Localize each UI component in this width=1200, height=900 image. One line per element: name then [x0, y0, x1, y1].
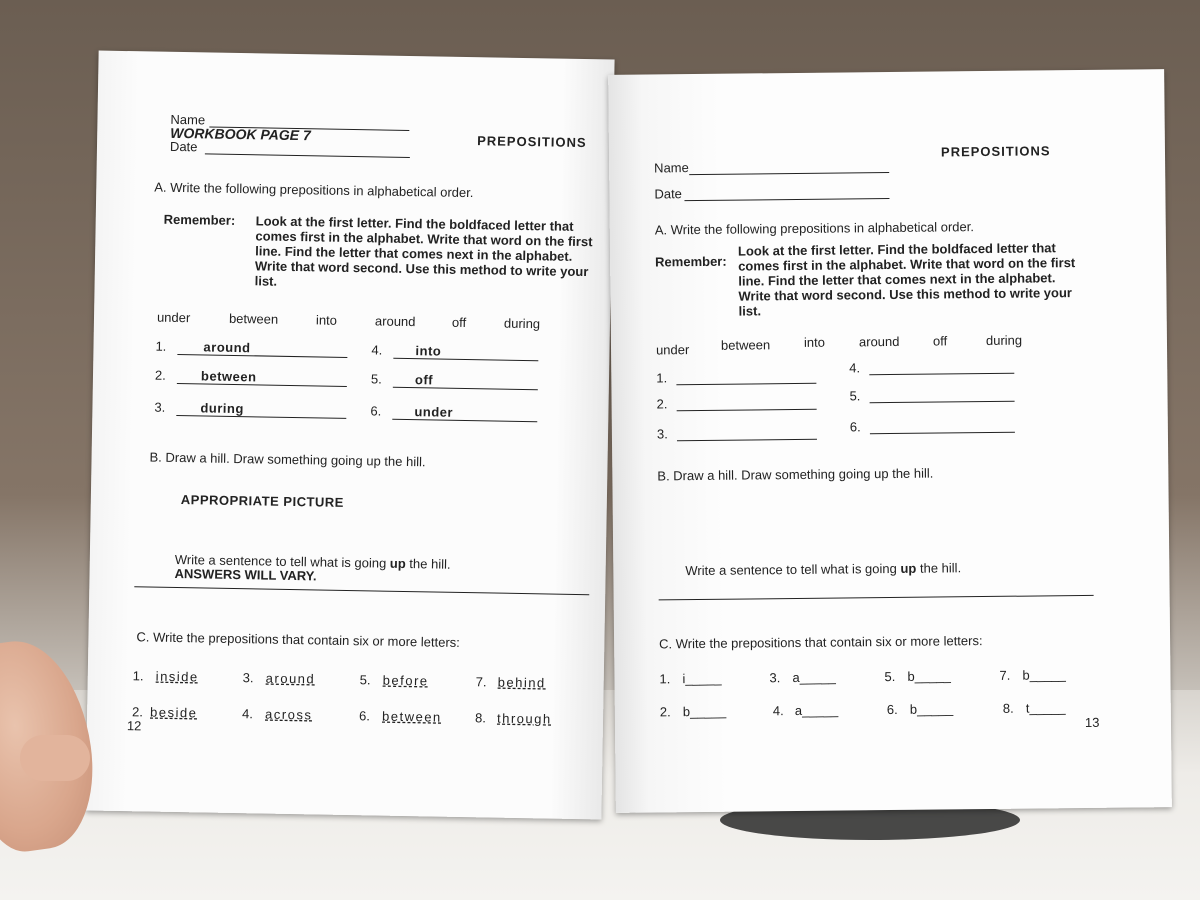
- answer-word: between: [200, 368, 257, 385]
- c-prompt: i_____: [682, 670, 722, 687]
- c-prompt: a_____: [792, 669, 836, 686]
- instruction-b: B. Draw a hill. Draw something going up the hill.: [149, 449, 426, 470]
- word-off: off: [451, 314, 467, 331]
- c-num: 5.: [359, 672, 371, 688]
- word-during: during: [503, 315, 541, 332]
- sentence-suffix: the hill.: [405, 555, 451, 572]
- answer-line: [393, 387, 538, 391]
- date-line: [205, 153, 410, 158]
- answer-line: [177, 383, 347, 387]
- c-prompt: b_____: [907, 668, 951, 684]
- c-word: inside: [155, 668, 199, 685]
- c-prompt: b_____: [1022, 667, 1066, 683]
- answers-will-vary: ANSWERS WILL VARY.: [174, 565, 317, 584]
- sentence-line: [134, 586, 589, 595]
- sentence-bold: up: [900, 560, 917, 576]
- c-word: beside: [150, 704, 198, 721]
- c-prompt: t_____: [1025, 700, 1066, 716]
- answer-line: [176, 415, 346, 419]
- finger: [20, 735, 90, 781]
- answer-num: 3.: [154, 399, 166, 415]
- c-word: between: [381, 708, 442, 725]
- word-during: during: [985, 332, 1023, 348]
- c-num: 3.: [242, 670, 254, 686]
- blank-line: [870, 401, 1015, 404]
- answer-num: 4.: [371, 342, 383, 358]
- sentence-bold: up: [389, 555, 406, 571]
- c-word: before: [382, 672, 429, 689]
- instruction-b: B. Draw a hill. Draw something going up the hill.: [657, 465, 934, 484]
- left-page: [85, 51, 614, 820]
- name-label: Name: [654, 160, 689, 176]
- remember-text: Look at the first letter. Find the boldfaced letter that comes first in the alphabet. Write that word on the first line. Find the letter that comes next in the alphabet. Write that word second. Use this method to write your list.: [254, 213, 593, 289]
- blank-num: 3.: [656, 426, 668, 442]
- blank-line: [869, 373, 1014, 376]
- instruction-c: C. Write the prepositions that contain six or more letters:: [659, 633, 983, 652]
- c-num: 3.: [769, 670, 781, 686]
- right-page: [608, 69, 1172, 813]
- appropriate-picture-label: APPROPRIATE PICTURE: [180, 492, 345, 510]
- c-num: 7.: [999, 667, 1011, 683]
- remember-text: Look at the first letter. Find the boldfaced letter that comes first in the alphabet. Write that word on the first line. Find the letter that comes next in the alphabet. Write that word second. Use this method to write your list.: [737, 240, 1076, 319]
- c-word: around: [265, 670, 316, 687]
- word-into: into: [315, 312, 338, 328]
- word-between: between: [228, 310, 279, 327]
- answer-num: 2.: [154, 367, 166, 383]
- answer-num: 6.: [370, 403, 382, 419]
- c-prompt: b_____: [682, 703, 727, 720]
- answer-num: 1.: [155, 338, 167, 354]
- c-num: 2.: [132, 704, 144, 720]
- date-line: [684, 198, 889, 201]
- page-number: 12: [126, 718, 142, 734]
- blank-line: [677, 409, 817, 411]
- page-title: PREPOSITIONS: [940, 143, 1051, 160]
- answer-line: [177, 354, 347, 358]
- page-title: PREPOSITIONS: [477, 133, 587, 151]
- date-label: Date: [654, 186, 682, 202]
- sentence-instruction: [685, 560, 961, 578]
- c-num: 1.: [132, 668, 144, 684]
- word-off: off: [932, 333, 948, 349]
- answer-num: 5.: [370, 371, 382, 387]
- blank-line: [870, 432, 1015, 435]
- instruction-c: C. Write the prepositions that contain six or more letters:: [136, 629, 460, 650]
- name-line: [689, 172, 889, 175]
- c-num: 2.: [659, 704, 671, 720]
- word-around: around: [374, 313, 416, 330]
- c-prompt: b_____: [909, 701, 954, 717]
- c-word: behind: [497, 674, 546, 691]
- c-num: 4.: [241, 706, 254, 722]
- c-num: 7.: [475, 674, 487, 690]
- workbook-page-label: WORKBOOK PAGE 7: [170, 124, 311, 144]
- word-into: into: [803, 334, 826, 350]
- c-num: 4.: [772, 703, 784, 719]
- answer-line: [393, 358, 538, 362]
- word-under: under: [655, 342, 690, 358]
- blank-num: 2.: [656, 396, 668, 412]
- sentence-prefix: Write a sentence to tell what is going: [685, 560, 901, 579]
- c-num: 5.: [884, 668, 896, 685]
- answer-word: around: [203, 339, 251, 356]
- blank-num: 6.: [849, 419, 861, 435]
- word-around: around: [858, 333, 900, 350]
- blank-line: [677, 439, 817, 441]
- blank-num: 4.: [849, 360, 861, 376]
- word-under: under: [156, 309, 191, 326]
- name-label: Name: [170, 111, 206, 128]
- answer-word: into: [415, 343, 442, 359]
- word-between: between: [720, 337, 771, 353]
- instruction-a: A. Write the following prepositions in alphabetical order.: [154, 179, 474, 201]
- blank-num: 1.: [656, 370, 668, 386]
- remember-label: Remember:: [163, 211, 236, 228]
- sentence-prefix: Write a sentence to tell what is going: [174, 551, 391, 571]
- c-num: 8.: [1002, 700, 1014, 716]
- c-num: 1.: [659, 671, 671, 687]
- blank-line: [676, 383, 816, 385]
- c-word: through: [496, 710, 552, 727]
- c-num: 6.: [886, 701, 898, 718]
- answer-word: during: [200, 400, 245, 417]
- sentence-line: [659, 595, 1094, 601]
- blank-num: 5.: [849, 388, 861, 404]
- instruction-a: A. Write the following prepositions in alphabetical order.: [654, 219, 975, 238]
- c-num: 6.: [358, 708, 371, 724]
- c-word: across: [264, 706, 313, 723]
- remember-label: Remember:: [655, 253, 727, 270]
- answer-word: off: [414, 372, 434, 388]
- answer-word: under: [414, 404, 454, 420]
- answer-line: [392, 419, 537, 423]
- date-label: Date: [169, 138, 198, 155]
- c-num: 8.: [474, 710, 487, 726]
- c-prompt: a_____: [794, 702, 839, 719]
- page-number: 13: [1084, 714, 1100, 730]
- sentence-suffix: the hill.: [916, 560, 962, 576]
